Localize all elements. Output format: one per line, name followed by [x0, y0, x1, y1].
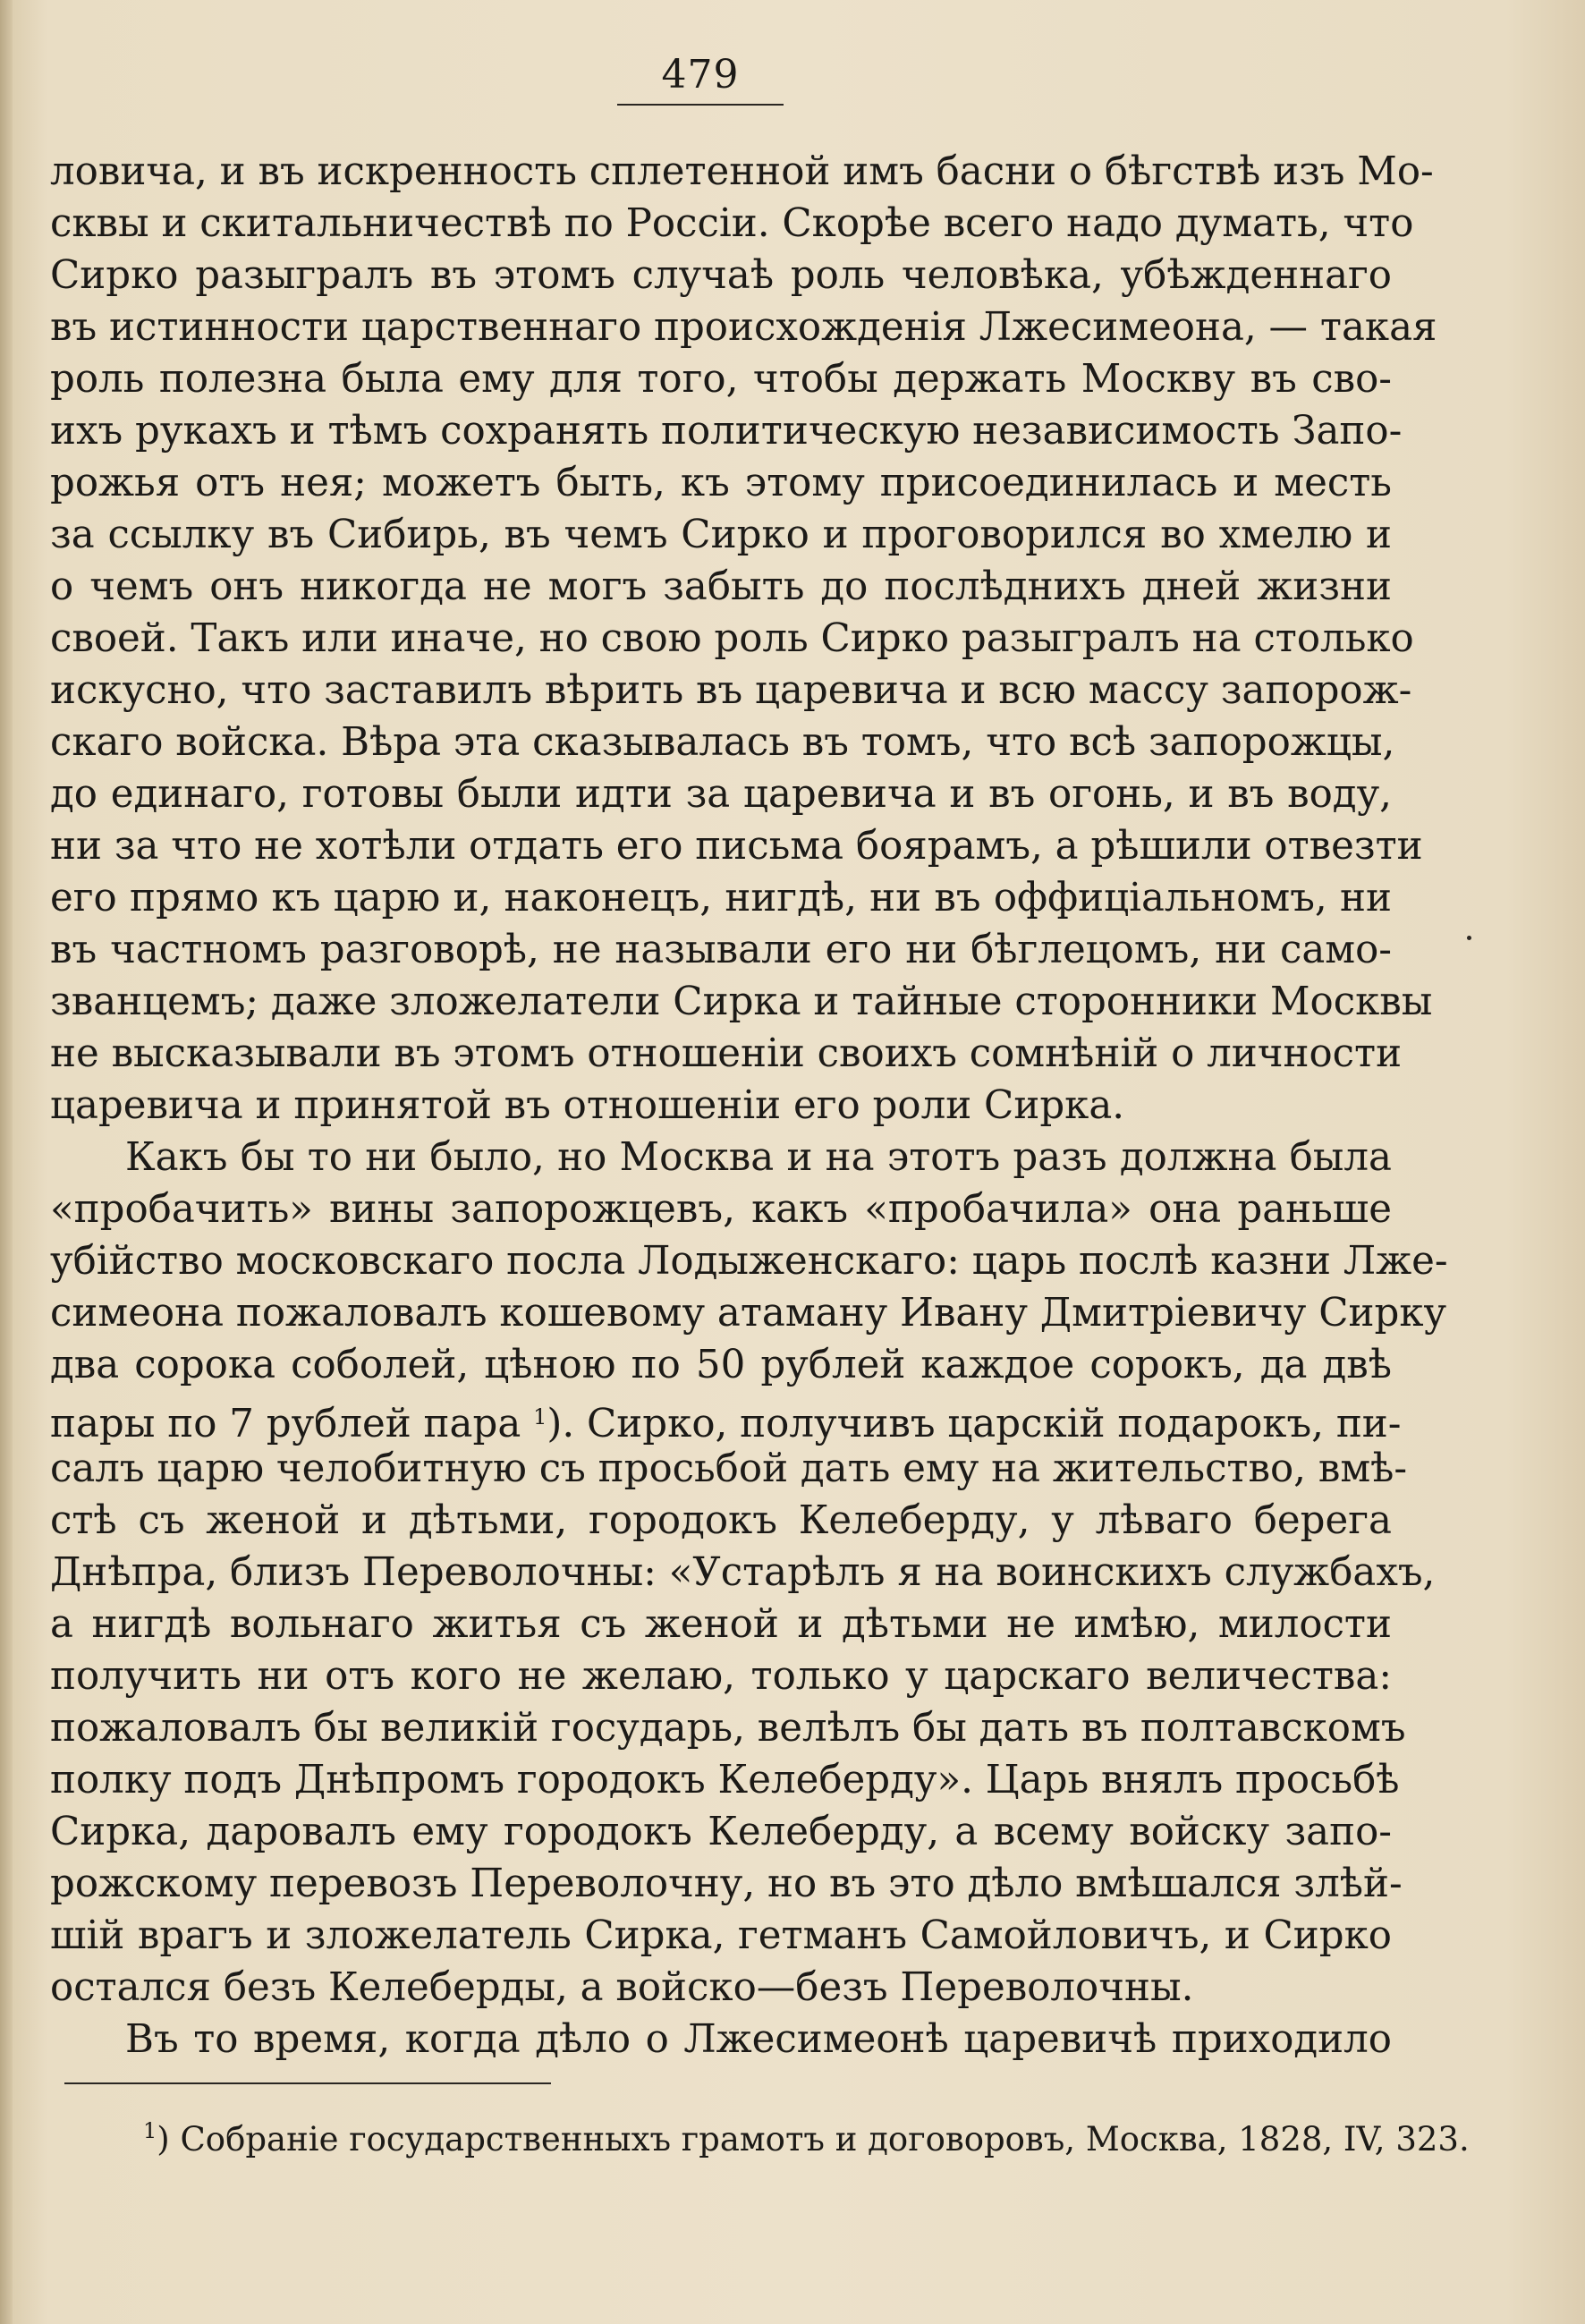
text-line: а нигдѣ вольнаго житья съ женой и дѣтьми не имѣю, милости	[50, 1602, 1392, 1647]
text-line: стѣ съ женой и дѣтьми, городокъ Келеберду, у лѣваго берега	[50, 1498, 1392, 1543]
print-speck	[1467, 936, 1471, 940]
text-line: не высказывали въ этомъ отношеніи своихъ сомнѣній о личности	[50, 1031, 1403, 1076]
text-line: о чемъ онъ никогда не могъ забыть до послѣднихъ дней жизни	[50, 564, 1392, 609]
text-line: въ истинности царственнаго происхожденія Лжесимеона, — такая	[50, 305, 1437, 350]
footnote-marker: 1	[143, 2118, 157, 2143]
text-line: Днѣпра, близъ Переволочны: «Устарѣлъ я на воинскихъ службахъ,	[50, 1550, 1436, 1595]
text-line: Сирка, даровалъ ему городокъ Келеберду, а всему войску запо-	[50, 1810, 1392, 1854]
text-line: царевича и принятой въ отношеніи его роли Сирка.	[50, 1083, 1125, 1128]
text-line: искусно, что заставилъ вѣрить въ царевича и всю массу запорож-	[50, 668, 1412, 713]
page-number-rule	[617, 104, 784, 106]
text-line: ловича, и въ искренность сплетенной имъ басни о бѣгствѣ изъ Мо-	[50, 149, 1434, 194]
footnote-text: ) Собраніе государственныхъ грамотъ и договоровъ, Москва, 1828, IV, 323.	[157, 2120, 1470, 2159]
text-line: два сорока соболей, цѣною по 50 рублей каждое сорокъ, да двѣ	[50, 1343, 1392, 1387]
text-line: убійство московскаго посла Лодыженскаго: царь послѣ казни Лже-	[50, 1239, 1448, 1284]
text-line: до единаго, готовы были идти за царевича и въ огонь, и въ воду,	[50, 772, 1392, 817]
text-line: роль полезна была ему для того, чтобы держать Москву въ сво-	[50, 357, 1392, 402]
page-number: 479	[661, 52, 740, 98]
text-segment: ). Сирко, получивъ царскій подарокъ, пи-	[547, 1402, 1402, 1446]
paragraph-start: Въ то время, когда дѣло о Лжесимеонѣ царевичѣ приходило	[125, 2017, 1392, 2062]
footnote-reference[interactable]: 1	[533, 1404, 547, 1429]
text-line: ихъ рукахъ и тѣмъ сохранять политическую независимость Запо-	[50, 409, 1403, 454]
text-line: въ частномъ разговорѣ, не называли его ни бѣглецомъ, ни само-	[50, 928, 1392, 972]
text-line: «пробачить» вины запорожцевъ, какъ «пробачила» она раньше	[50, 1187, 1392, 1232]
text-line-with-footnote-ref	[50, 1392, 1402, 1449]
text-line: симеона пожаловалъ кошевому атаману Ивану Дмитріевичу Сирку	[50, 1291, 1447, 1336]
text-line: скаго войска. Вѣра эта сказывалась въ томъ, что всѣ запорожцы,	[50, 720, 1395, 765]
text-line: пожаловалъ бы великій государь, велѣлъ бы дать въ полтавскомъ	[50, 1706, 1406, 1751]
text-line: рожья отъ нея; можетъ быть, къ этому присоединилась и месть	[50, 461, 1392, 505]
page-binding-edge	[0, 0, 13, 2324]
text-line: остался безъ Келеберды, а войско—безъ Переволочны.	[50, 1965, 1194, 2010]
text-line: ни за что не хотѣли отдать его письма боярамъ, а рѣшили отвезти	[50, 824, 1423, 869]
text-line: салъ царю челобитную съ просьбой дать ему на жительство, вмѣ-	[50, 1446, 1408, 1491]
text-segment: пары по 7 рублей пара	[50, 1402, 521, 1446]
text-line: получить ни отъ кого не желаю, только у царскаго величества:	[50, 1654, 1392, 1699]
text-line: сквы и скитальничествѣ по Россіи. Скорѣе всего надо думать, что	[50, 201, 1414, 246]
footnote	[143, 2108, 1470, 2163]
text-line: его прямо къ царю и, наконецъ, нигдѣ, ни въ оффиціальномъ, ни	[50, 876, 1392, 920]
text-line: за ссылку въ Сибирь, въ чемъ Сирко и проговорился во хмелю и	[50, 513, 1392, 557]
text-line: своей. Такъ или иначе, но свою роль Сирко разыгралъ на столько	[50, 616, 1414, 661]
text-line: шій врагъ и зложелатель Сирка, гетманъ Самойловичъ, и Сирко	[50, 1913, 1392, 1958]
text-line: званцемъ; даже зложелатели Сирка и тайные сторонники Москвы	[50, 980, 1433, 1024]
footnote-rule	[64, 2082, 551, 2084]
text-line: полку подъ Днѣпромъ городокъ Келеберду». Царь внялъ просьбѣ	[50, 1758, 1400, 1802]
text-line: рожскому перевозъ Переволочну, но въ это дѣло вмѣшался злѣй-	[50, 1862, 1403, 1906]
text-line: Сирко разыгралъ въ этомъ случаѣ роль человѣка, убѣжденнаго	[50, 253, 1392, 298]
paragraph-start: Какъ бы то ни было, но Москва и на этотъ разъ должна была	[125, 1135, 1392, 1180]
